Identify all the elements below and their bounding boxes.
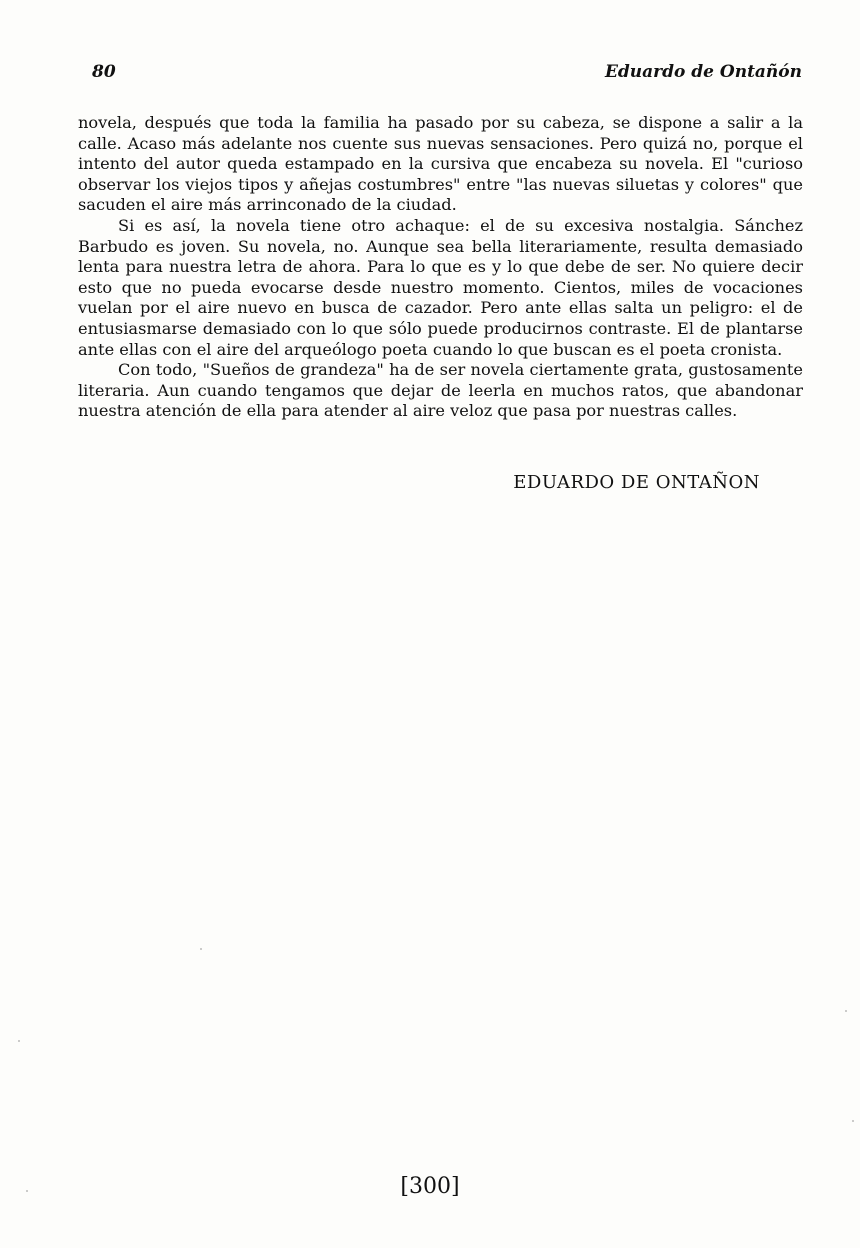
page-number: [300] <box>400 1174 460 1199</box>
running-head <box>92 62 802 86</box>
paragraph-nostalgia: Si es así, la novela tiene otro achaque: el de su excesiva nostalgia. Sánchez Barbudo es joven. Su novela, no. Aunque sea bella literariamente, resulta demasiado lenta para nuestra letra de ahora. Para lo que es y lo que debe de ser. No quiere decir esto que no pueda evocarse desde nuestro momento. Cientos, miles de vocaciones vuelan por el aire nuevo en busca de cazador. Pero ante ellas salta un peligro: el de entusiasmarse demasiado con lo que sólo puede producirnos contraste. El de plantarse ante ellas con el aire del arqueólogo poeta cuando lo que buscan es el poeta cronista. <box>78 215 803 359</box>
running-head-author: Eduardo de Ontañón <box>604 62 802 82</box>
paragraph-continuation: novela, después que toda la familia ha pasado por su cabeza, se dispone a salir a la calle. Acaso más adelante nos cuente sus nuevas sensaciones. Pero quizá no, porque el intento del autor queda estampado en la cursiva que encabeza su novela. El "curioso observar los viejos tipos y añejas costumbres" entre "las nuevas siluetas y colores" que sacuden el aire más arrinconado de la ciudad. <box>78 113 803 215</box>
author-signature: EDUARDO DE ONTAÑON <box>513 472 760 493</box>
paragraph-conclusion: Con todo, "Sueños de grandeza" ha de ser novela ciertamente grata, gustosamente literaria. Aun cuando tengamos que dejar de leerla en muchos ratos, que abandonar nuestra atención de ella para atender al aire veloz que pasa por nuestras calles. <box>78 360 803 421</box>
article-body <box>78 113 803 422</box>
scan-speck <box>200 948 202 950</box>
scan-speck <box>852 1120 854 1122</box>
scan-speck <box>18 1040 20 1042</box>
page-folio: 80 <box>92 62 116 82</box>
scan-speck <box>845 1010 847 1012</box>
scan-speck <box>26 1190 28 1192</box>
